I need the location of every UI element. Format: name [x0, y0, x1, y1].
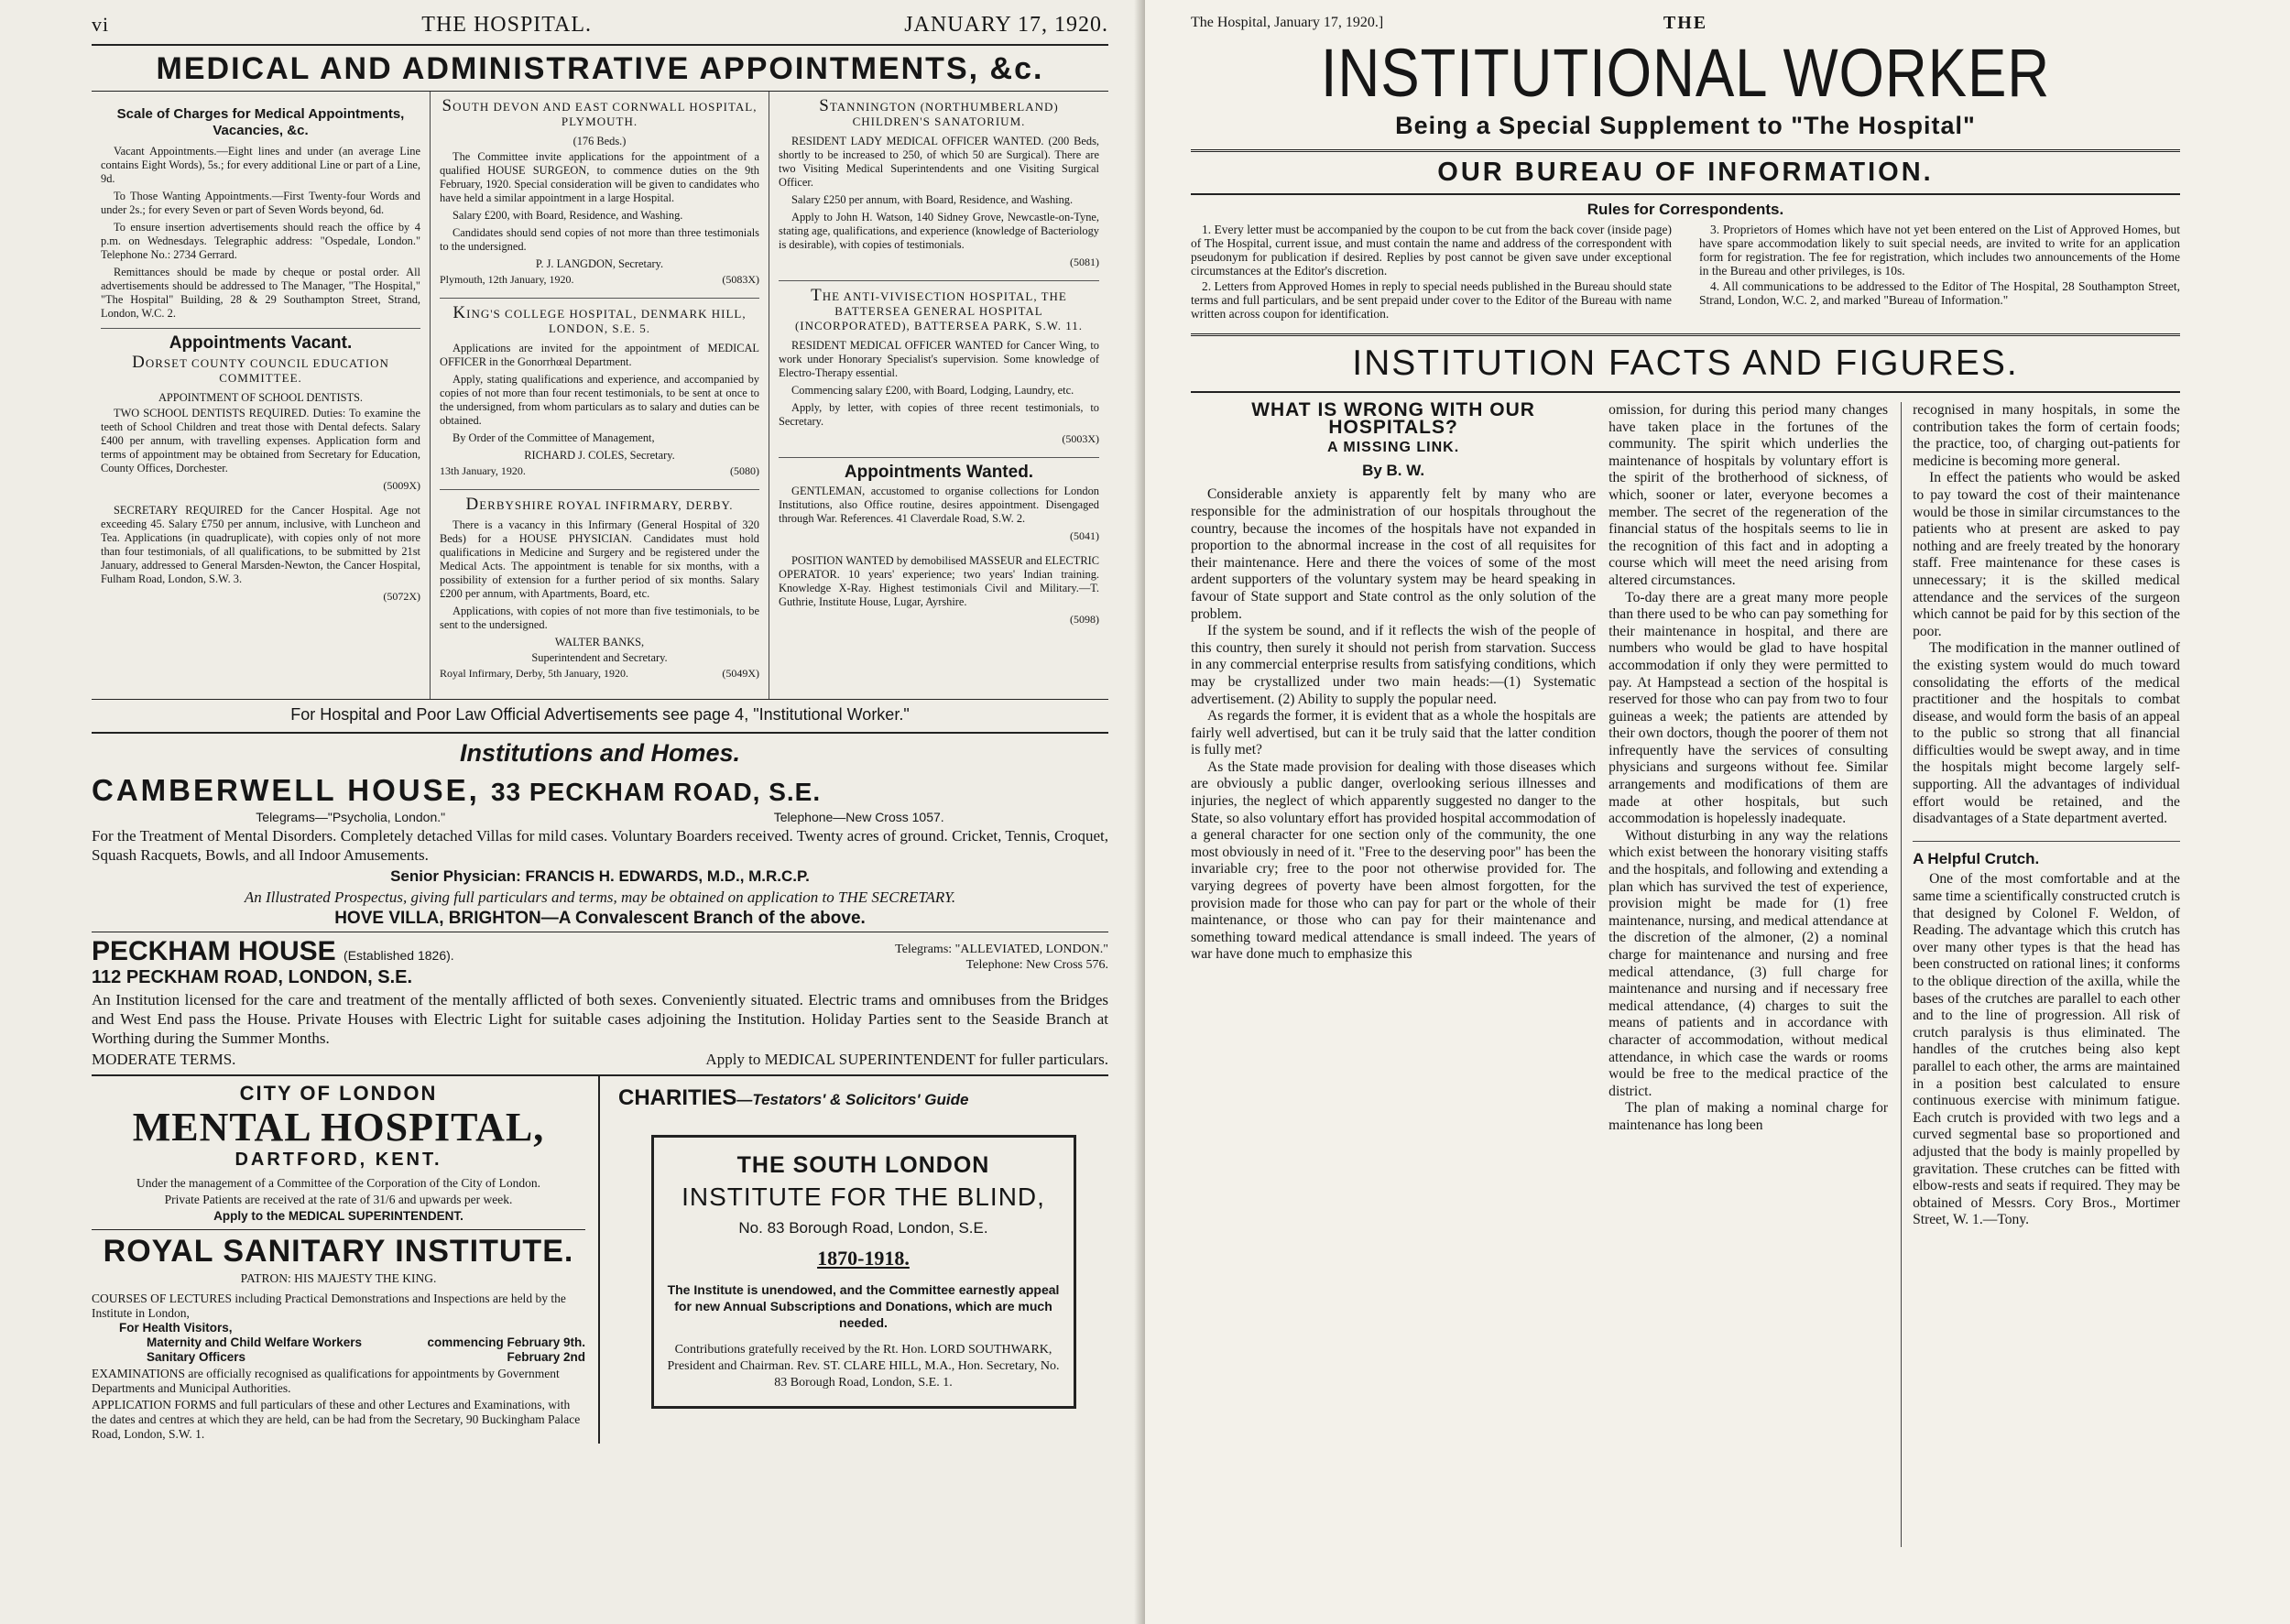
- rsi-patron: PATRON: HIS MAJESTY THE KING.: [240, 1271, 437, 1285]
- mental-hospital-apply: Apply to the MEDICAL SUPERINTENDENT.: [213, 1209, 463, 1223]
- crutch-paragraph: One of the most comfortable and at the same time a scientifically constructed crutch is that designed by Colonel F. Weldon, of Reading. The advantage which this crutch has over many other types is that the head has been constructed on rational lines; it conforms to the oblique direction of the axilla, while the bases of the crutches are parallel to each other and to the line of progression. All risk of crutch paralysis is thus eliminated. The handles of the crutches being also kept parallel to each other, the arms are maintained in a position best calculated to ensure continuous exercise with minimum fatigue. Each crutch is provided with two legs and a curved segmental base so proportioned and adjusted that the body is mainly propelled by gravitation. These crutches can be fitted with elbow-rests and seats if required. They may be obtained of Messrs. Cory Bros., Mortimer Street, W. 1.—Tony.: [1913, 871, 2180, 1228]
- article-paragraph: As the State made provision for dealing with those diseases which are obviously a public danger, overlooking serious illnesses and injuries, the neglect of which apparently suggested no danger to the State, so also voluntary effort has provided hospital accommodation of a general character for one section only of the community, the one most obviously in need of it. "Free to the deserving poor" has been the invariable cry; free to the poor not otherwise provided for. The varying degrees of poverty have been almost forgotten, for the provision made for those who can pay for part or the whole of their maintenance, or those who can pay for their maintenance and something toward medical attendance is small indeed. The years of war have done much to emphasize this: [1191, 758, 1597, 963]
- ad-reference: (5009X): [383, 479, 420, 492]
- peckham-telegrams: Telegrams: "ALLEVIATED, LONDON.": [895, 943, 1108, 956]
- ad-body: The Committee invite applications for the appointment of a qualified HOUSE SURGEON, to commence duties on the 9th February, 1920. Special consideration will be given to candidates who have held a similar appointment in a large Hospital.: [440, 150, 759, 204]
- title-the: THE: [1663, 13, 1708, 33]
- ad-body: There is a vacancy in this Infirmary (General Hospital of 320 Beds) for a HOUSE PHYSICIAN. Candidates must hold qualifications in Medicine and Surgery and be registered under the Medical Acts. The appointment is tenable for six months, with a possibility of extension for a further period of six months. Salary £200 per annum, with Apartments, Board, etc.: [440, 518, 759, 600]
- blind-line-2: INSTITUTE FOR THE BLIND,: [682, 1183, 1045, 1211]
- rsi-sanitary: Sanitary Officers: [147, 1350, 246, 1364]
- camberwell-telegrams: Telegrams—"Psycholia, London.": [256, 810, 446, 824]
- scale-paragraph: Remittances should be made by cheque or postal order. All advertisements should be addressed to The Manager, "The Hospital," "The Hospital" Building, 28 & 29 Southampton Street, Strand, London, W.C. 2.: [101, 266, 420, 320]
- ad-body: GENTLEMAN, accustomed to organise collections for London Institutions, also Office routine, desires appointment. Disengaged through War. References. 41 Claverdale Road, S.W. 2.: [779, 485, 1099, 525]
- camberwell-prospectus: An Illustrated Prospectus, giving full particulars and terms, may be obtained on application to THE SECRETARY.: [244, 888, 956, 906]
- rule-item: 4. All communications to be addressed to the Editor of The Hospital, 28 Southampton Street, Strand, London, W.C. 2, and marked "Bureau of Information.": [1699, 279, 2180, 307]
- mental-hospital-name: MENTAL HOSPITAL,: [132, 1105, 545, 1150]
- ad-reference: (5041): [1070, 529, 1099, 542]
- ad-subheading: APPOINTMENT OF SCHOOL DENTISTS.: [158, 391, 364, 404]
- ad-anti-vivisection: [779, 286, 1099, 446]
- rsi-courses: COURSES OF LECTURES including Practical Demonstrations and Inspections are held by the Institute in London,: [92, 1292, 566, 1320]
- article-title: WHAT IS WRONG WITH OUR HOSPITALS?: [1251, 402, 1535, 438]
- blind-years: 1870-1918.: [817, 1247, 910, 1270]
- divider: [440, 489, 759, 490]
- ad-body: RESIDENT LADY MEDICAL OFFICER WANTED. (200 Beds, shortly to be increased to 250, of which 50 are Surgical). There are two Visiting Medical Superintendents and one Visiting Surgical Officer.: [779, 135, 1099, 189]
- peckham-body: An Institution licensed for the care and treatment of the mentally afflicted of both sexes. Conveniently situated. Electric trams and omnibuses from the Bridges and West End pass the House. Private Houses with Electric Light for suitable cases adjoining the Institution. Holiday Parties sent to the Seaside Branch at Worthing during the Summer Months.: [92, 991, 1108, 1047]
- ad-body: By Order of the Committee of Management,: [453, 431, 655, 444]
- peckham-name: PECKHAM HOUSE: [92, 936, 336, 966]
- article-paragraph: Without disturbing in any way the relations which exist between the honorary visiting staffs and the hospitals, and following and extending a plan which has survived the test of experience, provision might be made for (1) free maintenance, nursing, and medical attendance at the discretion of the almoner, (2) a nominal charge for maintenance and nursing and free medical attendance, (3) full charge for maintenance and nursing and if necessary free medical attendance, (4) charges to suit the means of patients and in accordance with character of accommodation, without medical attendance, in which case the wards or rooms would be free to the medical practice of the district.: [1608, 827, 1889, 1099]
- article-paragraph: The modification in the manner outlined of the existing system would do much toward consolidating the efforts of the medical practitioner and the hospitals to combat disease, and would form the basis of an appeal to the public so strong that all financial difficulties would be swept away, and in time the hospitals might become largely self-supporting. All the advantages of individual effort would be retained, and the disadvantages of a State department averted.: [1913, 640, 2180, 827]
- bottom-right-ads: [600, 1076, 1108, 1444]
- ad-body: Commencing salary £200, with Board, Lodging, Laundry, etc.: [791, 384, 1074, 397]
- poor-law-notice: For Hospital and Poor Law Official Advertisements see page 4, "Institutional Worker.": [290, 705, 910, 724]
- camberwell-physician: Senior Physician: FRANCIS H. EDWARDS, M.D., M.R.C.P.: [390, 867, 810, 885]
- supplement-title: INSTITUTIONAL WORKER: [1320, 35, 2051, 111]
- ad-body: TWO SCHOOL DENTISTS REQUIRED. Duties: To examine the teeth of School Children and treat those with Dental defects. Salary £400 per annum, with travelling expenses. Application form and terms of appointment may be obtained from Secretary for Education, County Offices, Dorchester.: [101, 407, 420, 474]
- ad-gentleman: [779, 485, 1099, 543]
- ad-cancer-hospital: [101, 504, 420, 604]
- ad-body: Salary £200, with Board, Residence, and Washing.: [453, 209, 683, 222]
- camberwell-house-ad: [92, 773, 1108, 928]
- rsi-commencing-2: February 2nd: [507, 1350, 585, 1364]
- ad-beds: (176 Beds.): [572, 135, 627, 147]
- ad-signature: Superintendent and Secretary.: [531, 651, 668, 664]
- ad-date: 13th January, 1920.: [440, 464, 526, 477]
- ad-derbyshire: [440, 497, 759, 681]
- facts-and-figures-heading: INSTITUTION FACTS AND FIGURES.: [1191, 333, 2180, 393]
- ad-column-2: [431, 92, 769, 699]
- rule-item: 1. Every letter must be accompanied by the coupon to be cut from the back cover (inside page) of The Hospital, current issue, and must contain the name and address of the correspondent with pseudonym for publication if desired. Replies by post cannot be given save under exceptional circumstances at the Editor's discretion.: [1191, 223, 1672, 278]
- bottom-ads: [92, 1074, 1108, 1444]
- peckham-address: 112 PECKHAM ROAD, LONDON, S.E.: [92, 967, 413, 987]
- royal-sanitary-institute-name: ROYAL SANITARY INSTITUTE.: [92, 1229, 585, 1270]
- institute-for-blind-ad: [651, 1135, 1076, 1409]
- ad-reference: (5003X): [1062, 432, 1099, 445]
- camberwell-address: 33 PECKHAM ROAD, S.E.: [490, 778, 822, 806]
- camberwell-body: For the Treatment of Mental Disorders. Completely detached Villas for mild cases. Voluntary Boarders received. Twenty acres of ground. Cricket, Tennis, Croquet, Squash Racquets, Bowls, and all Indoor Amusements.: [92, 827, 1108, 864]
- article-paragraph: Considerable anxiety is apparently felt by many who are responsible for the administration of our hospitals throughout the country, because the incomes of the hospitals have not expanded in proportion to the abnormal increase in the cost of all requisites for their maintenance. Here and there the voices of some of the most ardent supporters of the voluntary system may be heard speaking in favour of State support and State control as the only solution of the problem.: [1191, 486, 1597, 622]
- peckham-apply: Apply to MEDICAL SUPERINTENDENT for fuller particulars.: [705, 1051, 1108, 1068]
- section-title: MEDICAL AND ADMINISTRATIVE APPOINTMENTS, &c.: [156, 51, 1044, 86]
- page-number: vi: [92, 13, 110, 36]
- divider: [779, 457, 1099, 458]
- article-paragraph: omission, for during this period many changes have taken place in the fortunes of the community. The spirit which underlies the maintenance of hospitals by voluntary effort is the spirit of the brotherhood of sickness, of which, sooner or later, everyone becomes a member. The secret of the regeneration of the financial status of the hospitals seems to lie in the recognition of this fact and in adopting a course which will meet the need arising from altered circumstances.: [1608, 402, 1889, 588]
- mental-hospital-place: DARTFORD, KENT.: [234, 1150, 442, 1170]
- article-paragraph: As regards the former, it is evident that as a whole the hospitals are fairly well advertised, but can it be truly said that the latter condition is fully met?: [1191, 708, 1597, 758]
- ad-body: SECRETARY REQUIRED for the Cancer Hospital. Age not exceeding 45. Salary £750 per annum, inclusive, with Luncheon and Tea. Applications (in quadruplicate), with copies only of not more than four testimonials, of all qualifications, to be submitted by 21st January, addressed to General Marsden-Newton, the Cancer Hospital, Fulham Road, London, S.W. 3.: [101, 504, 420, 585]
- scale-paragraph: Vacant Appointments.—Eight lines and under (an average Line contains Eight Words), 5s.; for every additional Line or part of a Line, 9d.: [101, 145, 420, 185]
- divider: [779, 280, 1099, 281]
- ad-heading: STANNINGTON (NORTHUMBERLAND) CHILDREN'S SANATORIUM.: [819, 96, 1059, 128]
- peckham-terms: MODERATE TERMS.: [92, 1051, 236, 1068]
- article-paragraph: The plan of making a nominal charge for maintenance has long been: [1608, 1100, 1889, 1133]
- hove-villa-line: HOVE VILLA, BRIGHTON—A Convalescent Branch of the above.: [334, 909, 866, 928]
- article: [1191, 402, 2180, 1547]
- bottom-left-ads: [92, 1076, 600, 1444]
- camberwell-telephone: Telephone—New Cross 1057.: [773, 810, 944, 824]
- ad-stannington: [779, 96, 1099, 269]
- scale-paragraph: To ensure insertion advertisements should reach the office by 4 p.m. on Wednesdays. Telegraphic address: "Ospedale, London." Telephone No.: 2734 Gerrard.: [101, 221, 420, 261]
- ad-date: Plymouth, 12th January, 1920.: [440, 273, 574, 286]
- blind-line-1: THE SOUTH LONDON: [736, 1152, 990, 1178]
- ad-body: Applications are invited for the appointment of MEDICAL OFFICER in the Gonorrhœal Department.: [440, 342, 759, 368]
- ad-masseur: [779, 554, 1099, 627]
- article-paragraph: recognised in many hospitals, in some the contribution takes the form of certain foods; the practice, too, of charging out-patients for medicine is becoming more general.: [1913, 402, 2180, 469]
- right-page: [1145, 0, 2290, 1624]
- appointments-columns: [92, 91, 1108, 700]
- charities-subtitle: —Testators' & Solicitors' Guide: [736, 1091, 969, 1108]
- rsi-examinations: EXAMINATIONS are officially recognised as qualifications for appointments by Government Departments and Municipal Authorities.: [92, 1367, 560, 1395]
- ad-reference: (5049X): [722, 667, 759, 680]
- ad-signature: RICHARD J. COLES, Secretary.: [524, 449, 675, 462]
- divider: [440, 298, 759, 299]
- scale-paragraph: To Those Wanting Appointments.—First Twenty-four Words and under 2s.; for every Seven or part of Seven Words beyond, 6d.: [101, 190, 420, 216]
- peckham-house-ad: [92, 936, 1108, 1069]
- article-column-3: [1901, 402, 2180, 1547]
- ad-body: Apply, stating qualifications and experience, and accompanied by copies of not more than four recent testimonials, to be sent at once to the undersigned, from whom particulars as to salary and duties can be obtained.: [440, 373, 759, 427]
- ad-body: RESIDENT MEDICAL OFFICER WANTED for Cancer Wing, to work under Honorary Specialist's supervision. Some knowledge of Electro-Therapy essential.: [779, 339, 1099, 379]
- divider: [92, 44, 1108, 46]
- rsi-maternity: Maternity and Child Welfare Workers: [147, 1335, 363, 1349]
- mental-hospital-city: CITY OF LONDON: [239, 1082, 438, 1105]
- ad-south-devon: [440, 96, 759, 287]
- charities-title: CHARITIES: [618, 1085, 737, 1110]
- ad-signature: WALTER BANKS,: [554, 636, 645, 649]
- bureau-heading: OUR BUREAU OF INFORMATION.: [1191, 149, 2180, 195]
- blind-appeal: The Institute is unendowed, and the Committee earnestly appeal for new Annual Subscriptions and Donations, which are much needed.: [667, 1282, 1060, 1330]
- ad-reference: (5080): [730, 464, 759, 477]
- ad-body: Salary £250 per annum, with Board, Residence, and Washing.: [791, 193, 1074, 206]
- divider: [101, 328, 420, 329]
- ad-reference: (5083X): [722, 273, 759, 286]
- journal-title: THE HOSPITAL.: [421, 13, 593, 37]
- article-byline: By B. W.: [1362, 461, 1425, 479]
- ad-heading: KING'S COLLEGE HOSPITAL, DENMARK HILL, LONDON, S.E. 5.: [453, 303, 747, 335]
- ad-body: Apply, by letter, with copies of three recent testimonials, to Secretary.: [779, 401, 1099, 428]
- ad-column-3: [769, 92, 1108, 699]
- ad-heading: DORSET COUNTY COUNCIL EDUCATION COMMITTEE.: [132, 353, 389, 385]
- mental-hospital-rate: Private Patients are received at the rate of 31/6 and upwards per week.: [164, 1193, 513, 1206]
- rule-item: 2. Letters from Approved Homes in reply to special needs published in the Bureau should state terms and full particulars, and be sent prepaid under cover to the Editor of the Bureau with name written across coupon for identification.: [1191, 279, 1672, 321]
- mental-hospital-management: Under the management of a Committee of the Corporation of the City of London.: [136, 1176, 540, 1190]
- ad-reference: (5098): [1070, 613, 1099, 626]
- institutions-heading: Institutions and Homes.: [92, 732, 1108, 768]
- article-subtitle: A MISSING LINK.: [1326, 440, 1460, 456]
- ad-date: Royal Infirmary, Derby, 5th January, 1920.: [440, 667, 628, 680]
- ad-heading: THE ANTI-VIVISECTION HOSPITAL, THE BATTERSEA GENERAL HOSPITAL (INCORPORATED), BATTERSEA PARK, S.W. 11.: [794, 286, 1084, 332]
- ad-heading: DERBYSHIRE ROYAL INFIRMARY, DERBY.: [465, 495, 734, 514]
- camberwell-title: [92, 773, 1108, 808]
- rsi-for-line: For Health Visitors,: [119, 1321, 233, 1335]
- right-header-date: The Hospital, January 17, 1920.]: [1191, 15, 1384, 30]
- ad-body: Applications, with copies of not more than five testimonials, to be sent to the undersigned.: [440, 605, 759, 631]
- ad-signature: P. J. LANGDON, Secretary.: [535, 257, 664, 270]
- left-running-header: [92, 13, 1108, 40]
- appointments-vacant-heading: Appointments Vacant.: [169, 333, 353, 353]
- blind-contributions: Contributions gratefully received by the Rt. Hon. LORD SOUTHWARK, President and Chairman. Rev. ST. CLARE HILL, M.A., Hon. Secretary, No. 83 Borough Road, London, S.E. 1.: [667, 1343, 1060, 1390]
- charities-heading: [618, 1085, 1108, 1111]
- ad-column-1: [92, 92, 431, 699]
- article-paragraph: In effect the patients who would be asked to pay toward the cost of their maintenance would be those in similar circumstances to the patients who at present are asked to pay nothing and are freely treated by the honorary staff. Free maintenance for these cases is unnecessary; it is the skilled medical attendance and the services of the surgeon which cannot be paid for by this section of the poor.: [1913, 470, 2180, 639]
- peckham-established: (Established 1826).: [344, 948, 454, 963]
- peckham-telephone: Telephone: New Cross 576.: [965, 958, 1108, 972]
- camberwell-name: CAMBERWELL HOUSE,: [92, 773, 480, 807]
- ad-kings-college: [440, 303, 759, 478]
- appointments-wanted-heading: Appointments Wanted.: [844, 463, 1034, 482]
- rsi-commencing-1: commencing February 9th.: [427, 1335, 585, 1349]
- ad-heading: SOUTH DEVON AND EAST CORNWALL HOSPITAL, PLYMOUTH.: [442, 96, 758, 128]
- supplement-subtitle: Being a Special Supplement to "The Hospital": [1395, 112, 1976, 139]
- rsi-application-forms: APPLICATION FORMS and full particulars of these and other Lectures and Examinations, with the dates and centres at which they are held, can be had from the Secretary, 90 Buckingham Palace Road, London, S.W. 1.: [92, 1398, 581, 1441]
- ad-dorset: [101, 355, 420, 493]
- crutch-heading: A Helpful Crutch.: [1913, 841, 2180, 868]
- scale-of-charges-heading: Scale of Charges for Medical Appointments, Vacancies, &c.: [116, 106, 405, 138]
- article-column-2: [1608, 402, 1888, 1547]
- rules-columns: [1191, 223, 2180, 322]
- ad-reference: (5081): [1070, 256, 1099, 268]
- rules-heading: Rules for Correspondents.: [1587, 201, 1784, 218]
- issue-date: JANUARY 17, 1920.: [904, 13, 1108, 37]
- ad-body: Candidates should send copies of not more than three testimonials to the undersigned.: [440, 226, 759, 253]
- ad-body: POSITION WANTED by demobilised MASSEUR and ELECTRIC OPERATOR. 10 years' experience; two years' Indian training. Knowledge X-Ray. Highest testimonials Civil and Military.—T. Guthrie, Institute House, Lugar, Ayrshire.: [779, 554, 1099, 608]
- rule-item: 3. Proprietors of Homes which have not yet been entered on the List of Approved Homes, but have spare accommodation likely to suit special needs, are invited to write for an application form for registration. The fee for registration, which includes two announcements of the Home in the Bureau and other privileges, is 10s.: [1699, 223, 2180, 278]
- ad-body: Apply to John H. Watson, 140 Sidney Grove, Newcastle-on-Tyne, stating age, qualifications, and experience (knowledge of Bacteriology is desirable), with copies of testimonials.: [779, 211, 1099, 251]
- ad-reference: (5072X): [383, 590, 420, 603]
- article-paragraph: If the system be sound, and if it reflects the wish of the people of this country, then surely it should not perish from starvation. Success in any commercial enterprise results from satisfying conditions, which may be crystallized under two main heads:—(1) Systematic advertisement. (2) Ability to supply the popular need.: [1191, 623, 1597, 707]
- article-column-1: [1191, 402, 1596, 1547]
- article-paragraph: To-day there are a great many more people than there used to be who can pay something for their maintenance in hospital, and there are numbers who would be glad to have hospital accommodation if only they were permitted to pay. At Hampstead a section of the hospital is reserved for those who can pay from two to four guineas a week; the patients are attended by their own doctors, though the poorer of them not infrequently have the services of consulting physicians and surgeons without fee. Similar arrangements and modifications of them are made at other hospitals, but such accommodation is hopelessly inadequate.: [1608, 589, 1889, 827]
- blind-address: No. 83 Borough Road, London, S.E.: [738, 1219, 988, 1237]
